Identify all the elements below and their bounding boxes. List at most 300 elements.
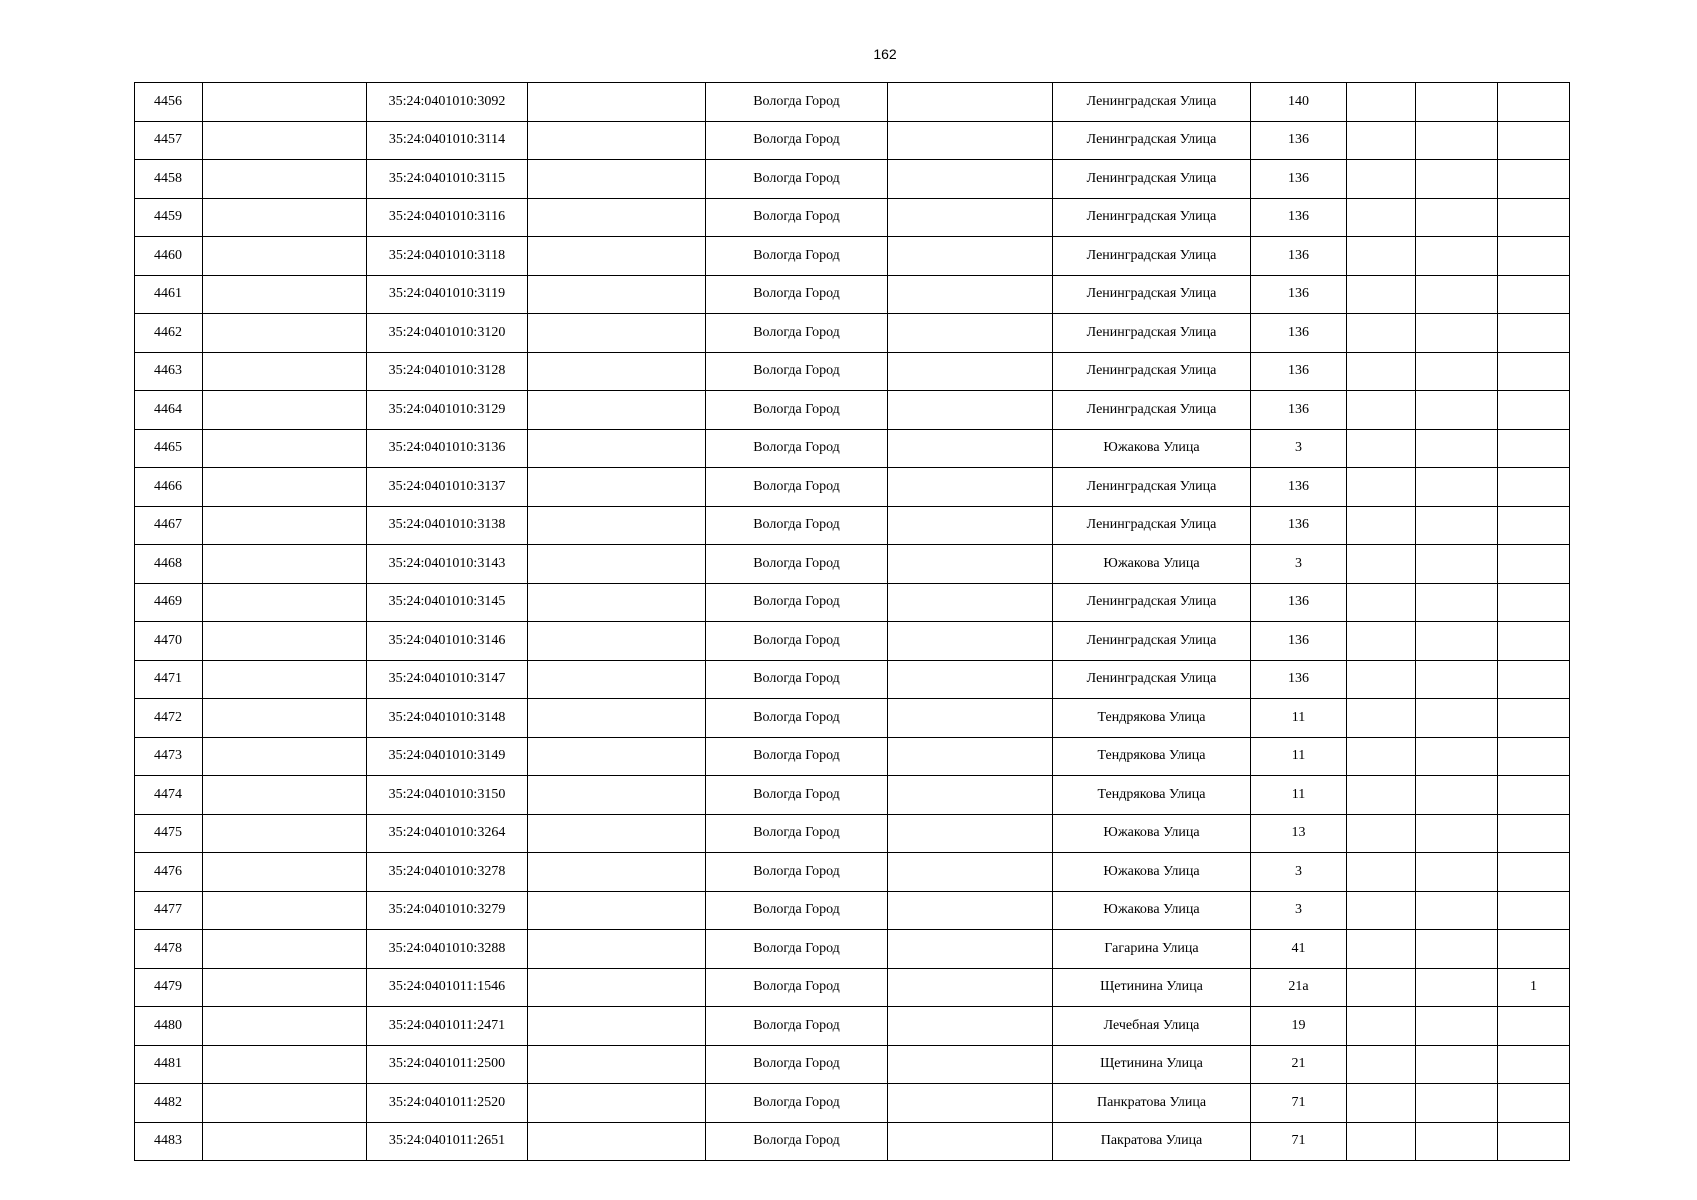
cell-city: Вологда Город — [706, 1122, 888, 1161]
cell-empty — [1416, 468, 1498, 507]
cell-empty — [888, 391, 1053, 430]
cell-city: Вологда Город — [706, 237, 888, 276]
cell-extra — [1498, 930, 1570, 969]
cell-empty — [528, 1007, 706, 1046]
cell-city: Вологда Город — [706, 160, 888, 199]
cell-house-number: 136 — [1251, 583, 1347, 622]
cell-empty — [1416, 275, 1498, 314]
cell-empty — [888, 237, 1053, 276]
cell-empty — [1416, 545, 1498, 584]
cell-empty — [1416, 506, 1498, 545]
cell-empty — [1347, 468, 1416, 507]
cell-empty — [203, 622, 367, 661]
cell-empty — [528, 314, 706, 353]
cell-empty — [1347, 391, 1416, 430]
cell-cadastral-number: 35:24:0401010:3092 — [367, 83, 528, 122]
cell-extra — [1498, 429, 1570, 468]
cell-empty — [1416, 391, 1498, 430]
cell-house-number: 136 — [1251, 275, 1347, 314]
cell-house-number: 136 — [1251, 198, 1347, 237]
cell-empty — [888, 314, 1053, 353]
cell-street: Тендрякова Улица — [1053, 776, 1251, 815]
cell-house-number: 136 — [1251, 506, 1347, 545]
table-row — [135, 1007, 1570, 1046]
cell-empty — [888, 352, 1053, 391]
cell-empty — [528, 737, 706, 776]
cell-empty — [888, 776, 1053, 815]
cell-empty — [888, 699, 1053, 738]
cell-city: Вологда Город — [706, 198, 888, 237]
cell-empty — [888, 814, 1053, 853]
cell-empty — [1416, 198, 1498, 237]
cell-extra — [1498, 391, 1570, 430]
cell-empty — [528, 237, 706, 276]
cell-cadastral-number: 35:24:0401011:2651 — [367, 1122, 528, 1161]
cell-street: Щетинина Улица — [1053, 1045, 1251, 1084]
cell-house-number: 136 — [1251, 237, 1347, 276]
table-row — [135, 160, 1570, 199]
table-row — [135, 1122, 1570, 1161]
table-row — [135, 776, 1570, 815]
cell-empty — [528, 583, 706, 622]
registry-table-body — [135, 83, 1570, 1161]
cell-empty — [888, 622, 1053, 661]
cell-empty — [1416, 429, 1498, 468]
cell-number: 4462 — [135, 314, 203, 353]
cell-empty — [1416, 83, 1498, 122]
cell-empty — [1416, 737, 1498, 776]
cell-house-number: 11 — [1251, 776, 1347, 815]
cell-cadastral-number: 35:24:0401010:3146 — [367, 622, 528, 661]
cell-empty — [203, 1084, 367, 1123]
table-row — [135, 968, 1570, 1007]
cell-cadastral-number: 35:24:0401010:3118 — [367, 237, 528, 276]
cell-cadastral-number: 35:24:0401010:3115 — [367, 160, 528, 199]
cell-empty — [1347, 968, 1416, 1007]
cell-empty — [1416, 776, 1498, 815]
table-row — [135, 891, 1570, 930]
cell-number: 4482 — [135, 1084, 203, 1123]
cell-house-number: 136 — [1251, 622, 1347, 661]
cell-empty — [528, 391, 706, 430]
cell-empty — [1416, 583, 1498, 622]
cell-empty — [1347, 737, 1416, 776]
cell-number: 4478 — [135, 930, 203, 969]
table-row — [135, 429, 1570, 468]
cell-empty — [888, 660, 1053, 699]
table-row — [135, 391, 1570, 430]
cell-empty — [888, 1007, 1053, 1046]
cell-street: Ленинградская Улица — [1053, 622, 1251, 661]
cell-house-number: 136 — [1251, 660, 1347, 699]
cell-street: Южакова Улица — [1053, 891, 1251, 930]
cell-extra — [1498, 314, 1570, 353]
cell-empty — [1347, 1045, 1416, 1084]
table-row — [135, 468, 1570, 507]
cell-extra — [1498, 275, 1570, 314]
cell-empty — [888, 583, 1053, 622]
cell-empty — [528, 930, 706, 969]
cell-empty — [888, 121, 1053, 160]
cell-number: 4477 — [135, 891, 203, 930]
table-row — [135, 1045, 1570, 1084]
cell-extra — [1498, 814, 1570, 853]
cell-empty — [203, 545, 367, 584]
cell-extra — [1498, 1084, 1570, 1123]
cell-city: Вологда Город — [706, 737, 888, 776]
table-row — [135, 699, 1570, 738]
cell-house-number: 136 — [1251, 121, 1347, 160]
cell-city: Вологда Город — [706, 1084, 888, 1123]
cell-empty — [1416, 930, 1498, 969]
cell-extra — [1498, 237, 1570, 276]
cell-empty — [888, 160, 1053, 199]
cell-extra: 1 — [1498, 968, 1570, 1007]
cell-cadastral-number: 35:24:0401010:3288 — [367, 930, 528, 969]
table-row — [135, 814, 1570, 853]
cell-empty — [528, 776, 706, 815]
cell-extra — [1498, 891, 1570, 930]
cell-house-number: 136 — [1251, 468, 1347, 507]
cell-house-number: 11 — [1251, 699, 1347, 738]
cell-house-number: 136 — [1251, 391, 1347, 430]
cell-extra — [1498, 776, 1570, 815]
cell-empty — [888, 930, 1053, 969]
cell-city: Вологда Город — [706, 352, 888, 391]
cell-empty — [528, 968, 706, 1007]
cell-empty — [203, 160, 367, 199]
cell-street: Ленинградская Улица — [1053, 83, 1251, 122]
table-row — [135, 853, 1570, 892]
cell-number: 4475 — [135, 814, 203, 853]
table-row — [135, 275, 1570, 314]
cell-empty — [1416, 814, 1498, 853]
cell-empty — [1347, 776, 1416, 815]
cell-number: 4456 — [135, 83, 203, 122]
cell-house-number: 3 — [1251, 429, 1347, 468]
cell-city: Вологда Город — [706, 391, 888, 430]
cell-empty — [888, 545, 1053, 584]
cell-city: Вологда Город — [706, 83, 888, 122]
cell-empty — [528, 1122, 706, 1161]
cell-city: Вологда Город — [706, 660, 888, 699]
cell-cadastral-number: 35:24:0401010:3279 — [367, 891, 528, 930]
cell-house-number: 19 — [1251, 1007, 1347, 1046]
cell-empty — [528, 545, 706, 584]
cell-cadastral-number: 35:24:0401010:3149 — [367, 737, 528, 776]
cell-street: Ленинградская Улица — [1053, 198, 1251, 237]
cell-street: Пакратова Улица — [1053, 1122, 1251, 1161]
cell-city: Вологда Город — [706, 468, 888, 507]
cell-empty — [203, 352, 367, 391]
cell-empty — [888, 1084, 1053, 1123]
cell-number: 4472 — [135, 699, 203, 738]
cell-number: 4481 — [135, 1045, 203, 1084]
cell-empty — [203, 121, 367, 160]
cell-empty — [1416, 622, 1498, 661]
cell-house-number: 11 — [1251, 737, 1347, 776]
cell-street: Тендрякова Улица — [1053, 737, 1251, 776]
cell-house-number: 3 — [1251, 891, 1347, 930]
cell-cadastral-number: 35:24:0401010:3150 — [367, 776, 528, 815]
cell-empty — [1416, 1122, 1498, 1161]
cell-number: 4471 — [135, 660, 203, 699]
cell-number: 4469 — [135, 583, 203, 622]
cell-empty — [203, 198, 367, 237]
cell-empty — [1347, 545, 1416, 584]
cell-street: Лечебная Улица — [1053, 1007, 1251, 1046]
cell-empty — [203, 853, 367, 892]
cell-city: Вологда Город — [706, 429, 888, 468]
cell-empty — [1347, 506, 1416, 545]
cell-empty — [203, 1007, 367, 1046]
cell-number: 4466 — [135, 468, 203, 507]
table-row — [135, 583, 1570, 622]
cell-city: Вологда Город — [706, 891, 888, 930]
cell-street: Тендрякова Улица — [1053, 699, 1251, 738]
cell-empty — [1416, 853, 1498, 892]
cell-empty — [1416, 1007, 1498, 1046]
cell-extra — [1498, 622, 1570, 661]
table-row — [135, 737, 1570, 776]
cell-cadastral-number: 35:24:0401010:3143 — [367, 545, 528, 584]
cell-street: Ленинградская Улица — [1053, 352, 1251, 391]
table-row — [135, 930, 1570, 969]
cell-empty — [888, 506, 1053, 545]
table-row — [135, 352, 1570, 391]
cell-street: Ленинградская Улица — [1053, 160, 1251, 199]
cell-street: Ленинградская Улица — [1053, 391, 1251, 430]
cell-empty — [1347, 121, 1416, 160]
cell-empty — [888, 968, 1053, 1007]
cell-house-number: 136 — [1251, 352, 1347, 391]
cell-empty — [888, 1045, 1053, 1084]
cell-city: Вологда Город — [706, 583, 888, 622]
cell-number: 4474 — [135, 776, 203, 815]
cell-cadastral-number: 35:24:0401010:3128 — [367, 352, 528, 391]
cell-extra — [1498, 160, 1570, 199]
cell-empty — [888, 1122, 1053, 1161]
cell-extra — [1498, 352, 1570, 391]
cell-cadastral-number: 35:24:0401010:3116 — [367, 198, 528, 237]
cell-number: 4461 — [135, 275, 203, 314]
cell-number: 4470 — [135, 622, 203, 661]
cell-empty — [1347, 314, 1416, 353]
cell-cadastral-number: 35:24:0401010:3136 — [367, 429, 528, 468]
cell-empty — [203, 83, 367, 122]
cell-city: Вологда Город — [706, 275, 888, 314]
cell-empty — [203, 391, 367, 430]
cell-street: Ленинградская Улица — [1053, 506, 1251, 545]
cell-empty — [203, 314, 367, 353]
cell-house-number: 136 — [1251, 314, 1347, 353]
cell-empty — [528, 660, 706, 699]
cell-house-number: 71 — [1251, 1122, 1347, 1161]
table-row — [135, 121, 1570, 160]
cell-empty — [888, 83, 1053, 122]
cell-city: Вологда Город — [706, 1045, 888, 1084]
cell-empty — [1347, 429, 1416, 468]
cell-empty — [1347, 660, 1416, 699]
cell-number: 4463 — [135, 352, 203, 391]
cell-empty — [528, 121, 706, 160]
cell-empty — [528, 891, 706, 930]
cell-cadastral-number: 35:24:0401010:3145 — [367, 583, 528, 622]
cell-cadastral-number: 35:24:0401010:3120 — [367, 314, 528, 353]
cell-empty — [1347, 699, 1416, 738]
cell-empty — [1416, 314, 1498, 353]
cell-cadastral-number: 35:24:0401010:3114 — [367, 121, 528, 160]
cell-empty — [528, 622, 706, 661]
cell-street: Ленинградская Улица — [1053, 121, 1251, 160]
cell-empty — [203, 776, 367, 815]
cell-extra — [1498, 83, 1570, 122]
table-row — [135, 506, 1570, 545]
cell-empty — [528, 160, 706, 199]
cell-extra — [1498, 198, 1570, 237]
cell-empty — [528, 352, 706, 391]
cell-cadastral-number: 35:24:0401010:3278 — [367, 853, 528, 892]
cell-empty — [203, 1122, 367, 1161]
cell-empty — [1347, 160, 1416, 199]
table-row — [135, 622, 1570, 661]
cell-city: Вологда Город — [706, 314, 888, 353]
cell-city: Вологда Город — [706, 776, 888, 815]
cell-cadastral-number: 35:24:0401010:3129 — [367, 391, 528, 430]
cell-city: Вологда Город — [706, 968, 888, 1007]
cell-empty — [203, 891, 367, 930]
cell-street: Ленинградская Улица — [1053, 468, 1251, 507]
cell-empty — [1347, 237, 1416, 276]
cell-empty — [1416, 1084, 1498, 1123]
cell-empty — [1347, 1084, 1416, 1123]
cell-cadastral-number: 35:24:0401011:2500 — [367, 1045, 528, 1084]
cell-cadastral-number: 35:24:0401010:3138 — [367, 506, 528, 545]
cell-extra — [1498, 853, 1570, 892]
cell-empty — [1416, 660, 1498, 699]
cell-empty — [1347, 583, 1416, 622]
cell-empty — [528, 1084, 706, 1123]
cell-empty — [528, 198, 706, 237]
cell-empty — [528, 814, 706, 853]
cell-empty — [1347, 1122, 1416, 1161]
cell-street: Южакова Улица — [1053, 545, 1251, 584]
cell-extra — [1498, 660, 1570, 699]
cell-empty — [203, 1045, 367, 1084]
cell-empty — [1416, 1045, 1498, 1084]
cell-number: 4480 — [135, 1007, 203, 1046]
cell-empty — [203, 429, 367, 468]
cell-house-number: 140 — [1251, 83, 1347, 122]
cell-street: Ленинградская Улица — [1053, 314, 1251, 353]
cell-number: 4458 — [135, 160, 203, 199]
cell-empty — [888, 275, 1053, 314]
cell-empty — [528, 699, 706, 738]
cell-number: 4460 — [135, 237, 203, 276]
cell-empty — [528, 506, 706, 545]
registry-table — [134, 82, 1570, 1161]
cell-cadastral-number: 35:24:0401010:3147 — [367, 660, 528, 699]
cell-extra — [1498, 737, 1570, 776]
cell-empty — [888, 737, 1053, 776]
cell-empty — [1347, 814, 1416, 853]
cell-street: Ленинградская Улица — [1053, 660, 1251, 699]
cell-house-number: 3 — [1251, 853, 1347, 892]
cell-empty — [1347, 198, 1416, 237]
cell-city: Вологда Город — [706, 930, 888, 969]
cell-empty — [888, 198, 1053, 237]
cell-cadastral-number: 35:24:0401010:3119 — [367, 275, 528, 314]
cell-empty — [203, 468, 367, 507]
cell-street: Гагарина Улица — [1053, 930, 1251, 969]
cell-empty — [1347, 622, 1416, 661]
cell-empty — [1347, 891, 1416, 930]
cell-empty — [1347, 83, 1416, 122]
cell-city: Вологда Город — [706, 622, 888, 661]
cell-empty — [1416, 160, 1498, 199]
cell-house-number: 21 — [1251, 1045, 1347, 1084]
cell-empty — [1416, 352, 1498, 391]
cell-extra — [1498, 1007, 1570, 1046]
cell-empty — [1347, 352, 1416, 391]
cell-city: Вологда Город — [706, 699, 888, 738]
table-row — [135, 660, 1570, 699]
cell-street: Южакова Улица — [1053, 853, 1251, 892]
cell-house-number: 21а — [1251, 968, 1347, 1007]
cell-street: Щетинина Улица — [1053, 968, 1251, 1007]
cell-house-number: 13 — [1251, 814, 1347, 853]
cell-number: 4483 — [135, 1122, 203, 1161]
cell-empty — [203, 737, 367, 776]
cell-empty — [1347, 853, 1416, 892]
cell-cadastral-number: 35:24:0401010:3148 — [367, 699, 528, 738]
cell-empty — [1416, 891, 1498, 930]
cell-extra — [1498, 1122, 1570, 1161]
cell-empty — [1416, 121, 1498, 160]
cell-number: 4464 — [135, 391, 203, 430]
cell-empty — [203, 968, 367, 1007]
cell-cadastral-number: 35:24:0401011:2520 — [367, 1084, 528, 1123]
cell-empty — [888, 429, 1053, 468]
cell-cadastral-number: 35:24:0401011:1546 — [367, 968, 528, 1007]
page-number: 162 — [873, 46, 897, 62]
cell-city: Вологда Город — [706, 506, 888, 545]
cell-extra — [1498, 506, 1570, 545]
cell-empty — [888, 891, 1053, 930]
cell-empty — [203, 930, 367, 969]
cell-extra — [1498, 121, 1570, 160]
cell-empty — [203, 275, 367, 314]
cell-empty — [203, 583, 367, 622]
cell-street: Панкратова Улица — [1053, 1084, 1251, 1123]
cell-street: Южакова Улица — [1053, 814, 1251, 853]
cell-empty — [528, 275, 706, 314]
cell-street: Ленинградская Улица — [1053, 583, 1251, 622]
cell-empty — [1416, 699, 1498, 738]
cell-empty — [1347, 930, 1416, 969]
cell-empty — [1416, 237, 1498, 276]
cell-number: 4476 — [135, 853, 203, 892]
cell-empty — [528, 1045, 706, 1084]
cell-city: Вологда Город — [706, 545, 888, 584]
cell-extra — [1498, 545, 1570, 584]
cell-street: Ленинградская Улица — [1053, 237, 1251, 276]
cell-empty — [1347, 1007, 1416, 1046]
table-row — [135, 237, 1570, 276]
table-row — [135, 198, 1570, 237]
cell-empty — [888, 468, 1053, 507]
cell-number: 4457 — [135, 121, 203, 160]
